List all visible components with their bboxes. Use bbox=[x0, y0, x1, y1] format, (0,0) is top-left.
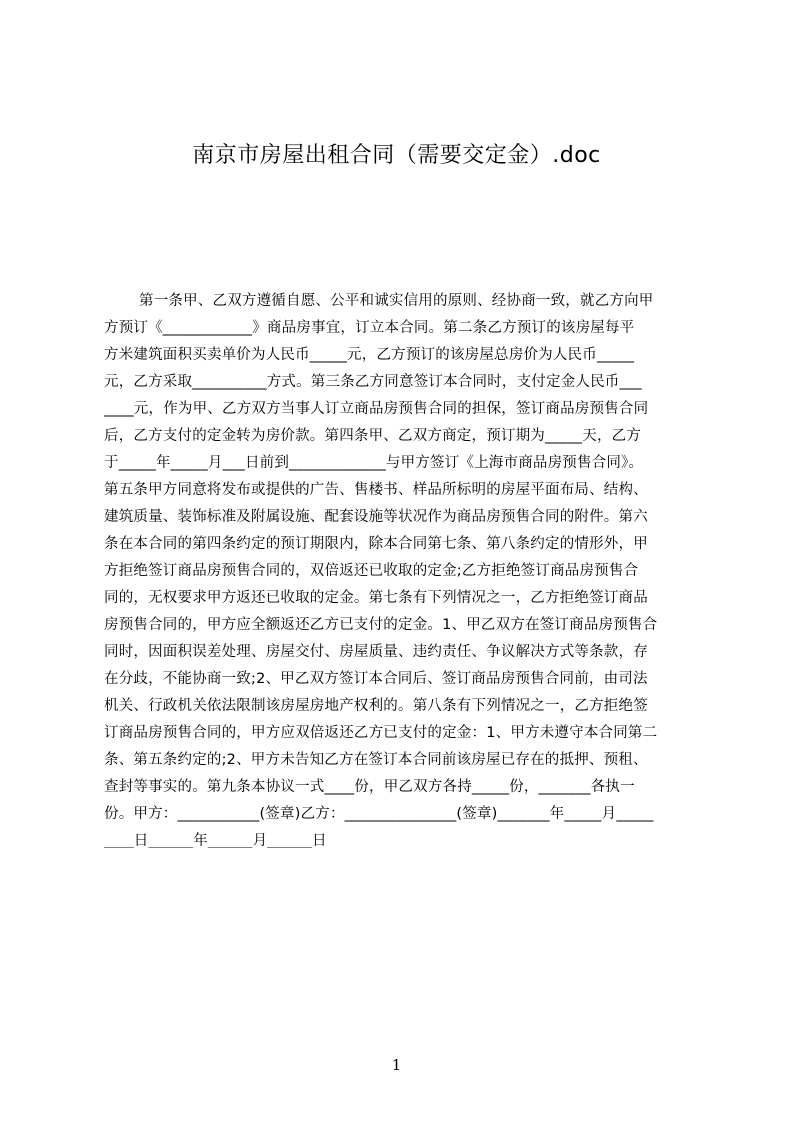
body-line: 元，乙方采取__________方式。第三条乙方同意签订本合同时，支付定金人民币___ bbox=[104, 374, 642, 390]
body-line: 订商品房预售合同的，甲方应双倍返还乙方已支付的定金：1、甲方未遵守本合同第二 bbox=[104, 725, 658, 741]
body-line: 在分歧，不能协商一致;2、甲乙双方签订本合同后、签订商品房预售合同前，由司法 bbox=[104, 671, 648, 687]
body-line: 后，乙方支付的定金转为房价款。第四条甲、乙双方商定，预订期为_____天，乙方 bbox=[104, 428, 642, 444]
body-line: 条在本合同的第四条约定的预订期限内，除本合同第七条、第八条约定的情形外，甲 bbox=[104, 536, 648, 552]
body-line: 建筑质量、装饰标准及附属设施、配套设施等状况作为商品房预售合同的附件。第六 bbox=[104, 509, 648, 525]
body-line: ____日______年______月______日 bbox=[104, 833, 327, 848]
body-line: 机关、行政机关依法限制该房屋房地产权利的。第八条有下列情况之一，乙方拒绝签 bbox=[104, 698, 648, 714]
document-title: 南京市房屋出租合同（需要交定金）.doc bbox=[192, 143, 601, 168]
body-line: ____元，作为甲、乙方双方当事人订立商品房预售合同的担保，签订商品房预售合同 bbox=[104, 401, 649, 417]
body-line: 查封等事实的。第九条本协议一式____份，甲乙双方各持_____份，_______各执一 bbox=[104, 779, 635, 795]
contract-body bbox=[104, 288, 697, 848]
body-line: 同的，无权要求甲方返还已收取的定金。第七条有下列情况之一，乙方拒绝签订商品 bbox=[104, 590, 648, 606]
body-line: 房预售合同的，甲方应全额返还乙方已支付的定金。1、甲乙双方在签订商品房预售合 bbox=[104, 617, 658, 633]
body-line: 方拒绝签订商品房预售合同的，双倍返还已收取的定金;乙方拒绝签订商品房预售合 bbox=[104, 563, 639, 579]
body-line: 份。甲方：___________(签章)乙方：_______________(签章)_______年_____月_____ bbox=[104, 806, 654, 822]
page-number: 1 bbox=[391, 1056, 402, 1074]
body-line: 于_____年_____月___日前到_____________与甲方签订《上海市商品房预售合同》。 bbox=[104, 455, 644, 471]
body-line: 第一条甲、乙双方遵循自愿、公平和诚实信用的原则、经协商一致，就乙方向甲 bbox=[139, 293, 654, 309]
body-line: 方预订《____________》商品房事宜，订立本合同。第二条乙方预订的该房屋每平 bbox=[104, 320, 635, 336]
body-line: 条、第五条约定的;2、甲方未告知乙方在签订本合同前该房屋已存在的抵押、预租、 bbox=[104, 752, 648, 768]
body-line: 方米建筑面积买卖单价为人民币_____元，乙方预订的该房屋总房价为人民币_____ bbox=[104, 347, 635, 363]
body-line: 第五条甲方同意将发布或提供的广告、售楼书、样品所标明的房屋平面布局、结构、 bbox=[104, 482, 648, 498]
body-line: 同时，因面积误差处理、房屋交付、房屋质量、违约责任、争议解决方式等条款，存 bbox=[104, 644, 648, 660]
